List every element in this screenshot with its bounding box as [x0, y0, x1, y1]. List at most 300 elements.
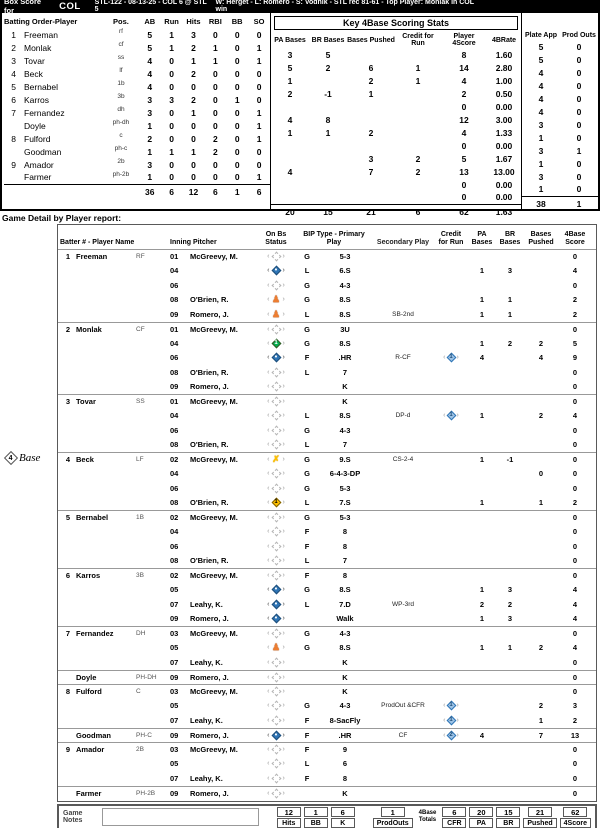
batter-number: 8: [65, 687, 70, 697]
fourbase-score: 0: [572, 773, 578, 783]
bip-type: F: [304, 353, 310, 363]
batter-position: CF: [136, 325, 145, 333]
total-rbi: 6: [204, 184, 226, 199]
stat-value: 12: [277, 807, 301, 817]
onbase-status-cell: [256, 570, 296, 581]
credit-for-run-cell: [434, 309, 468, 320]
key-stats-table: [270, 13, 522, 217]
onbase-status-cell: [256, 526, 296, 537]
key-rate: 0.50: [495, 88, 513, 99]
key-stats-row: [271, 74, 521, 87]
bases-pushed: 4: [538, 353, 544, 363]
key-cfr: [395, 126, 441, 139]
stat-so: 0: [256, 94, 262, 105]
stat-ab: 5: [147, 29, 153, 40]
fourbase-score: 0: [572, 541, 578, 551]
key-pushed: 3: [368, 153, 374, 164]
inning: 03: [170, 687, 179, 697]
onbase-status-cell: [256, 512, 296, 523]
total-box: [442, 807, 466, 828]
fourbase-score: 0: [572, 324, 578, 334]
game-id: STL-122 - 08-13-25 - COL 6 @ STL 5: [94, 0, 207, 13]
key-br: [309, 165, 347, 178]
bip-type: G: [304, 643, 310, 653]
pitcher: Romero, J.: [190, 672, 229, 682]
fourbase-score: 0: [572, 280, 578, 290]
key-score: 0: [461, 192, 467, 203]
stat-run: 0: [169, 120, 174, 131]
total-label: CFR: [442, 818, 466, 828]
key-score: 2: [461, 88, 467, 99]
extra-prod-outs: 0: [576, 67, 582, 78]
fourbase-score: 0: [572, 571, 578, 581]
stat-hits: 0: [191, 120, 196, 131]
detail-row: [58, 394, 596, 409]
detail-row: [58, 423, 596, 438]
key-cfr: 1: [415, 75, 421, 86]
credit-for-run-cell: [434, 555, 468, 566]
stat-hits: 2: [191, 94, 196, 105]
onbase-status-icon: ‹ ›: [267, 789, 285, 797]
prodouts-label: ProdOuts: [373, 818, 413, 828]
pa-bases: 4: [479, 353, 485, 363]
bip-type: L: [304, 599, 310, 609]
stat-bb: 0: [234, 68, 240, 79]
pitcher: Leahy, K.: [190, 773, 223, 783]
key-rate: 1.33: [495, 127, 513, 138]
stat-run: 0: [169, 133, 174, 144]
batting-row: [4, 54, 270, 67]
credit-for-run-cell: [434, 686, 468, 697]
col-player: Batting Order-Player: [4, 17, 78, 26]
stat-rbi: 0: [212, 159, 218, 170]
onbase-status-cell: [256, 352, 296, 363]
pitcher: McGreevy, M.: [190, 324, 238, 334]
onbase-status-cell: [256, 396, 296, 407]
prodouts-group: [373, 807, 413, 828]
onbase-status-icon: ‹ ›: [267, 412, 285, 420]
total-rate: 1.63: [487, 204, 521, 219]
fourbase-score: 9: [572, 353, 578, 363]
key-pa: 2: [287, 88, 293, 99]
total-pushed: 21: [347, 204, 395, 219]
onbase-status-icon: ‹ ›: [267, 673, 285, 681]
total-prod-outs: 1: [560, 196, 598, 211]
pitcher: McGreevy, M.: [190, 687, 238, 697]
total-value: 62: [563, 807, 587, 817]
credit-for-run-cell: [434, 483, 468, 494]
onbase-status-cell: [256, 758, 296, 769]
extra-prod-outs: 0: [576, 158, 582, 169]
stat-hits: 1: [191, 146, 196, 157]
total-value: 21: [528, 807, 552, 817]
primary-play: .HR: [338, 353, 352, 363]
inning: 08: [170, 367, 179, 377]
onbase-status-icon: ‹ • ›: [267, 599, 285, 610]
key-pa: [271, 139, 309, 152]
fourbase-score: 4: [572, 266, 578, 276]
stat-ab: 1: [147, 120, 153, 131]
credit-for-run-cell: [434, 700, 468, 711]
player-name-cell: 4 Beck: [11, 68, 43, 79]
extra-plate-app: 4: [538, 67, 544, 78]
credit-for-run-cell: [434, 265, 468, 276]
extra-plate-app: 3: [538, 171, 544, 182]
stat-bb: 0: [234, 172, 240, 183]
primary-play: K: [342, 788, 348, 798]
inning: 08: [170, 498, 179, 508]
primary-play: 5-3: [339, 513, 351, 523]
secondary-play: ProdOut &CFR: [381, 702, 425, 710]
extra-prod-outs: 0: [576, 119, 582, 130]
batter-name: Monlak: [76, 324, 102, 334]
credit-for-run-cell: [434, 657, 468, 668]
primary-play: 8: [342, 571, 348, 581]
credit-diamond-icon: ‹ 1 ›: [443, 412, 459, 420]
key-stats-row: [271, 152, 521, 165]
credit-for-run-cell: [434, 367, 468, 378]
stat-box: [277, 807, 301, 828]
key-pushed: [347, 100, 395, 113]
stat-run: 0: [169, 68, 174, 79]
batter-name: Farmer: [76, 788, 102, 798]
onbase-status-cell: [256, 730, 296, 741]
extra-header-row: [522, 31, 598, 40]
game-notes-input[interactable]: [102, 808, 259, 826]
onbase-status-cell: [256, 410, 296, 421]
pitcher: O'Brien, R.: [190, 295, 229, 305]
onbase-status-cell: [256, 483, 296, 494]
batter-position: PH-2B: [136, 789, 156, 797]
title-bar: [0, 0, 600, 13]
stat-value: 6: [331, 807, 355, 817]
secondary-play: R-CF: [395, 354, 411, 362]
bases-pushed: 1: [538, 715, 544, 725]
stat-ab: 4: [147, 68, 153, 79]
onbase-status-icon: ‹ ♟ ›: [267, 309, 285, 320]
bases-pushed: 0: [538, 469, 544, 479]
stat-so: 0: [256, 81, 262, 92]
col-rbi: RBI: [208, 17, 222, 26]
batter-number: 2: [65, 324, 70, 334]
onbase-status-icon: ‹ ›: [267, 557, 285, 565]
detail-row: [58, 481, 596, 496]
fourbase-score: 0: [572, 629, 578, 639]
inning: 03: [170, 629, 179, 639]
secondary-play: CS-2-4: [392, 456, 414, 464]
col-hits: Hits: [186, 17, 201, 26]
detail-row: [58, 293, 596, 308]
stat-rbi: 0: [212, 107, 218, 118]
extra-plate-app: 3: [538, 119, 544, 130]
key-cfr: 2: [415, 153, 421, 164]
credit-for-run-cell: [434, 280, 468, 291]
stat-hits: 0: [191, 133, 196, 144]
credit-for-run-cell: [434, 396, 468, 407]
inning: 04: [170, 266, 179, 276]
batting-row: [4, 119, 270, 132]
batting-header-row: [4, 15, 270, 28]
primary-play: 7.D: [339, 599, 351, 609]
fourbase-score: 0: [572, 513, 578, 523]
key-pushed: 7: [368, 166, 374, 177]
credit-for-run-cell: [434, 497, 468, 508]
primary-play: 4-3: [339, 701, 351, 711]
detail-row: [58, 699, 596, 714]
detail-row: [58, 322, 596, 337]
br-bases: 2: [507, 338, 513, 348]
inning: 05: [170, 759, 179, 769]
onbase-status-icon: ‹ ›: [267, 716, 285, 724]
detail-row: [58, 467, 596, 482]
batter-position: 3B: [136, 572, 144, 580]
fourbase-score: 2: [572, 295, 578, 305]
detail-row: [58, 626, 596, 641]
bip-type: G: [304, 338, 310, 348]
fourbase-score: 0: [572, 455, 578, 465]
extra-row: [522, 105, 598, 118]
fourbase-logo: [6, 452, 56, 464]
fourbase-score: 0: [572, 483, 578, 493]
stat-run: 3: [169, 94, 174, 105]
stat-rbi: 0: [212, 172, 218, 183]
inning: 05: [170, 643, 179, 653]
br-bases: 3: [507, 585, 513, 595]
key-stats-totals-row: [271, 204, 521, 219]
key-stats-row: [271, 139, 521, 152]
pitcher: Leahy, K.: [190, 599, 223, 609]
extra-plate-app: 4: [538, 93, 544, 104]
inning: 07: [170, 657, 179, 667]
bases-pushed: 2: [538, 643, 544, 653]
credit-for-run-cell: [434, 613, 468, 624]
fourbase-score: 0: [572, 469, 578, 479]
bip-type: L: [304, 498, 310, 508]
player-pos: 2b: [117, 158, 125, 165]
pa-bases: 1: [479, 614, 485, 624]
secondary-play: CF: [398, 731, 408, 739]
bases-pushed: 2: [538, 411, 544, 421]
bip-type: G: [304, 585, 310, 595]
extra-plate-app: 4: [538, 106, 544, 117]
key-cfr: [395, 113, 441, 126]
batter-name: Bernabel: [76, 513, 109, 523]
inning: 09: [170, 382, 179, 392]
detail-row: [58, 307, 596, 322]
key-pushed: [347, 113, 395, 126]
primary-play: .HR: [338, 730, 352, 740]
extra-plate-app: 1: [538, 132, 544, 143]
extra-row: [522, 144, 598, 157]
key-br: 1: [325, 127, 331, 138]
key-pa: 4: [287, 166, 293, 177]
fourbase-score: 0: [572, 425, 578, 435]
key-cfr: 2: [415, 166, 421, 177]
batter-position: SS: [136, 398, 145, 406]
bip-type: G: [304, 324, 310, 334]
pa-bases: 1: [479, 498, 485, 508]
player-pos: ph-2b: [112, 171, 130, 178]
key-cfr: [395, 48, 441, 61]
stat-rbi: 1: [212, 42, 218, 53]
stat-label: BB: [304, 818, 328, 828]
batter-number: 6: [65, 571, 70, 581]
col-so: SO: [253, 17, 265, 26]
stat-bb: 0: [234, 29, 240, 40]
bip-type: G: [304, 252, 310, 262]
stat-hits: 1: [191, 55, 196, 66]
onbase-status-cell: [256, 788, 296, 799]
col-br-bases-detail: BR Bases: [499, 230, 521, 246]
primary-play: 8-SacFly: [329, 715, 361, 725]
extra-row: [522, 183, 598, 196]
br-bases: 2: [507, 599, 513, 609]
credit-for-run-cell: [434, 730, 468, 741]
primary-play: 7: [342, 440, 348, 450]
col-pa-bases: PA Bases: [274, 36, 306, 44]
inning: 06: [170, 541, 179, 551]
extra-row: [522, 66, 598, 79]
extra-plate-app: 5: [538, 41, 544, 52]
fourbase-diamond-icon: 4: [4, 451, 18, 465]
total-value: 20: [469, 807, 493, 817]
key-cfr: [395, 139, 441, 152]
secondary-play: SB-2nd: [392, 310, 414, 318]
4base-totals-label: 4Base Totals: [418, 809, 437, 823]
pitcher: McGreevy, M.: [190, 455, 238, 465]
credit-for-run-cell: [434, 744, 468, 755]
stat-so: 1: [256, 107, 262, 118]
stat-bb: 0: [234, 107, 240, 118]
batter-position: RF: [136, 253, 145, 261]
credit-diamond-icon: ‹ 1 ›: [443, 702, 459, 710]
player-pos: rf: [118, 28, 123, 35]
secondary-play: WP-3rd: [391, 600, 415, 608]
primary-play: 4-3: [339, 629, 351, 639]
onbase-status-icon: ‹ ›: [267, 253, 285, 261]
extra-plate-app: 1: [538, 184, 544, 195]
bip-type: F: [304, 571, 310, 581]
primary-play: 5-3: [339, 483, 351, 493]
col-bip-primary: BIP Type - Primary Play: [303, 230, 365, 246]
batter-position: LF: [136, 456, 144, 464]
pa-bases: 1: [479, 411, 485, 421]
batting-row: [4, 41, 270, 54]
pa-bases: 1: [479, 309, 485, 319]
key-stats-row: [271, 61, 521, 74]
detail-row: [58, 757, 596, 772]
stat-run: 1: [169, 146, 174, 157]
extra-prod-outs: 0: [576, 184, 582, 195]
onbase-status-cell: [256, 700, 296, 711]
bip-type: L: [304, 556, 310, 566]
total-br: 15: [309, 204, 347, 219]
detail-row: [58, 713, 596, 728]
batter-position: C: [136, 688, 141, 696]
onbase-status-icon: ‹ 1 ›: [267, 497, 285, 508]
stat-bb: 0: [234, 120, 240, 131]
onbase-status-cell: [256, 338, 296, 349]
key-stats-row: [271, 165, 521, 178]
detail-row: [58, 525, 596, 540]
detail-row: [58, 452, 596, 467]
inning: 09: [170, 730, 179, 740]
detail-row: [58, 351, 596, 366]
bip-type: L: [304, 440, 310, 450]
key-score: 14: [459, 62, 469, 73]
batter-number: 1: [65, 252, 70, 262]
detail-row: [58, 249, 596, 264]
onbase-status-cell: [256, 294, 296, 305]
player-name-cell: Goodman: [24, 146, 62, 157]
onbase-status-icon: ‹ • ›: [267, 730, 285, 741]
key-score: 0: [461, 101, 467, 112]
key-score: 5: [461, 153, 467, 164]
bip-type: G: [304, 629, 310, 639]
key-score: 13: [459, 166, 469, 177]
onbase-status-icon: ‹ ✗ ›: [267, 454, 285, 465]
bip-type: G: [304, 455, 310, 465]
key-br: 8: [325, 114, 331, 125]
primary-play: 8.S: [339, 411, 351, 421]
stat-box: [304, 807, 328, 828]
pitcher: O'Brien, R.: [190, 440, 229, 450]
onbase-status-icon: ‹ 1 ›: [267, 338, 285, 349]
detail-header-row: [58, 225, 596, 249]
stat-bb: 0: [234, 81, 240, 92]
bip-type: L: [304, 411, 310, 421]
game-notes-label: Game Notes: [63, 810, 83, 824]
inning: 08: [170, 556, 179, 566]
fourbase-score: 0: [572, 687, 578, 697]
key-rate: 0.00: [495, 192, 513, 203]
pa-bases: 4: [479, 730, 485, 740]
fourbase-score: 2: [572, 498, 578, 508]
detail-row: [58, 380, 596, 395]
primary-play: 8.S: [339, 585, 351, 595]
batting-row: [4, 132, 270, 145]
key-cfr: [395, 191, 441, 204]
onbase-status-cell: [256, 381, 296, 392]
primary-play: 8: [342, 527, 348, 537]
key-pushed: 6: [368, 62, 374, 73]
pitcher: O'Brien, R.: [190, 498, 229, 508]
onbase-status-cell: [256, 425, 296, 436]
total-run: 6: [161, 184, 183, 199]
stat-run: 1: [169, 29, 174, 40]
pa-bases: 1: [479, 295, 485, 305]
bip-type: G: [304, 469, 310, 479]
box-score-section: [0, 13, 600, 217]
col-secondary-play: Secondary Play: [376, 238, 430, 246]
stat-hits: 2: [191, 68, 196, 79]
total-cfr: 6: [395, 204, 441, 219]
total-box: [469, 807, 493, 828]
stat-ab: 4: [147, 55, 153, 66]
inning: 06: [170, 483, 179, 493]
stat-ab: 1: [147, 172, 153, 183]
inning: 04: [170, 527, 179, 537]
batting-row: [4, 158, 270, 171]
prodouts-value: 1: [381, 807, 405, 817]
detail-row: [58, 641, 596, 656]
key-rate: 1.60: [495, 49, 513, 60]
onbase-status-cell: [256, 497, 296, 508]
key-br: [309, 152, 347, 165]
key-pa: [271, 191, 309, 204]
credit-for-run-cell: [434, 788, 468, 799]
bip-type: F: [304, 773, 310, 783]
